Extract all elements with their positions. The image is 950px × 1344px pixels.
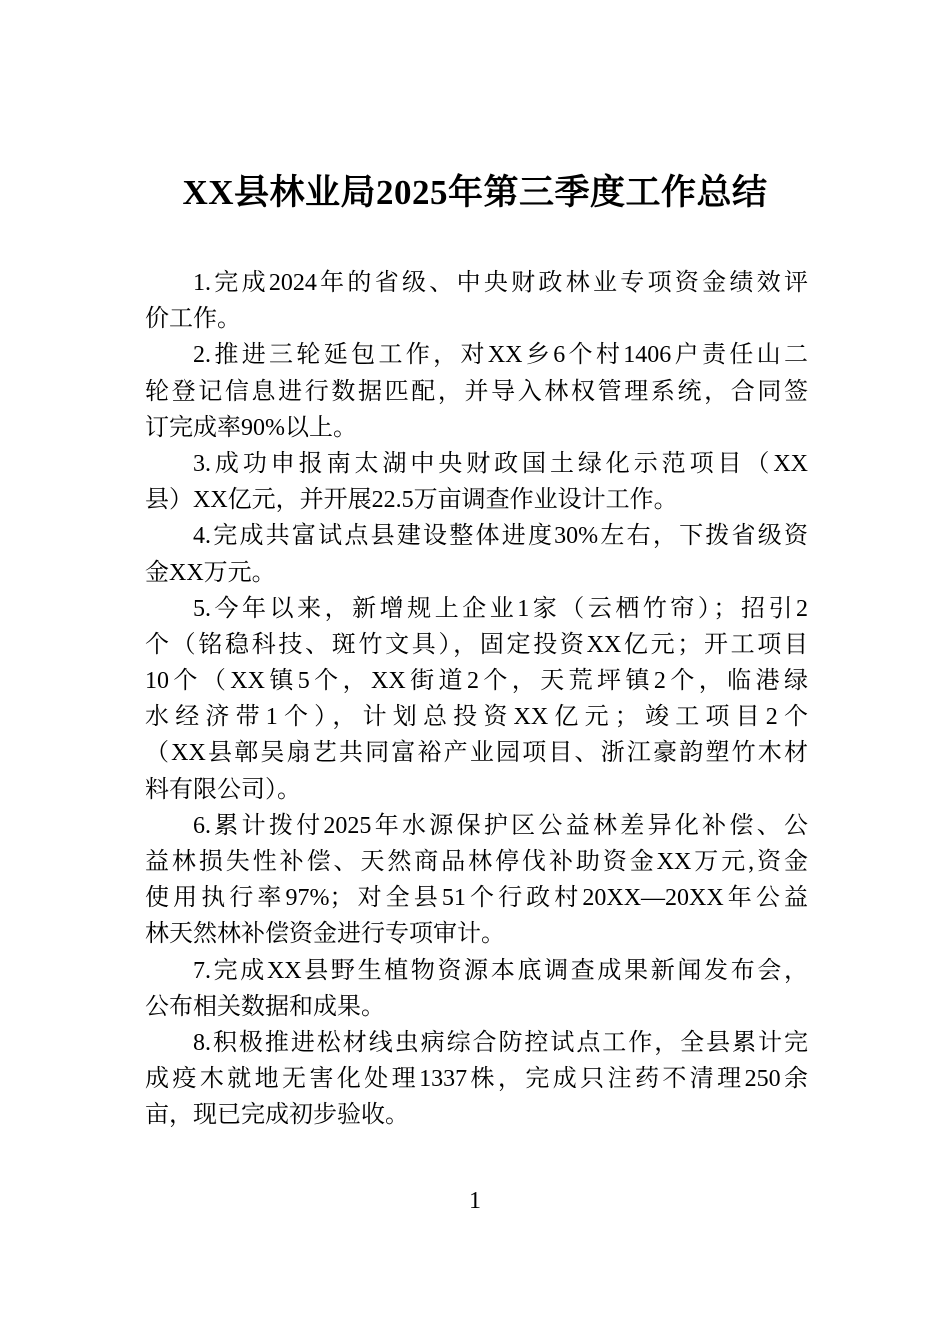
paragraph-item-4 xyxy=(145,518,808,590)
paragraph-line: 林天然林补偿资金进行专项审计。 xyxy=(145,921,505,948)
paragraph-item-7 xyxy=(145,953,808,1025)
paragraph-line: 10个（XX镇5个，XX街道2个，天荒坪镇2个，临港绿 xyxy=(145,668,808,695)
paragraph-line: 7.完成XX县野生植物资源本底调查成果新闻发布会， xyxy=(193,957,808,984)
paragraph-line: 亩，现已完成初步验收。 xyxy=(145,1102,409,1129)
paragraph-line: 3.成功申报南太湖中央财政国土绿化示范项目（XX xyxy=(193,450,808,477)
paragraph-line: 1.完成2024年的省级、中央财政林业专项资金绩效评 xyxy=(193,270,808,296)
paragraph-line: 8.积极推进松材线虫病综合防控试点工作，全县累计完 xyxy=(193,1029,808,1056)
paragraph-line: 订完成率90%以上。 xyxy=(145,414,357,441)
paragraph-line: 料有限公司）。 xyxy=(145,776,301,803)
paragraph-line: 轮登记信息进行数据匹配，并导入林权管理系统，合同签 xyxy=(145,378,808,405)
paragraph-item-5 xyxy=(145,591,808,808)
paragraph-line: 益林损失性补偿、天然商品林停伐补助资金XX万元,资金 xyxy=(145,849,808,875)
document-body xyxy=(145,265,808,1134)
paragraph-line: （XX县鄣吴扇艺共同富裕产业园项目、浙江豪韵塑竹木材 xyxy=(145,740,808,767)
paragraph-line: 县）XX亿元，并开展22.5万亩调查作业设计工作。 xyxy=(145,487,678,514)
paragraph-line: 6.累计拨付2025年水源保护区公益林差异化补偿、公 xyxy=(193,812,808,839)
paragraph-line: 金XX万元。 xyxy=(145,559,276,586)
paragraph-item-3 xyxy=(145,446,808,518)
document-title: XX县林业局2025年第三季度工作总结 xyxy=(182,173,768,212)
paragraph-item-2 xyxy=(145,337,808,446)
paragraph-item-6 xyxy=(145,808,808,953)
paragraph-line: 成疫木就地无害化处理1337株，完成只注药不清理250余 xyxy=(145,1066,808,1093)
paragraph-line: 价工作。 xyxy=(145,306,241,333)
paragraph-item-1 xyxy=(145,265,808,337)
page-number: 1 xyxy=(469,1188,481,1214)
paragraph-line: 水经济带1个），计划总投资XX亿元；竣工项目2个 xyxy=(145,704,808,731)
paragraph-line: 5.今年以来，新增规上企业1家（云栖竹帘）；招引2 xyxy=(193,595,808,622)
paragraph-line: 个（铭稳科技、斑竹文具），固定投资XX亿元；开工项目 xyxy=(145,631,808,658)
paragraph-line: 2.推进三轮延包工作，对XX乡6个村1406户责任山二 xyxy=(193,342,808,369)
paragraph-line: 公布相关数据和成果。 xyxy=(145,993,385,1020)
paragraph-line: 4.完成共富试点县建设整体进度30%左右，下拨省级资 xyxy=(193,523,808,550)
paragraph-line: 使用执行率97%；对全县51个行政村20XX—20XX年公益 xyxy=(145,885,808,912)
paragraph-item-8 xyxy=(145,1025,808,1134)
